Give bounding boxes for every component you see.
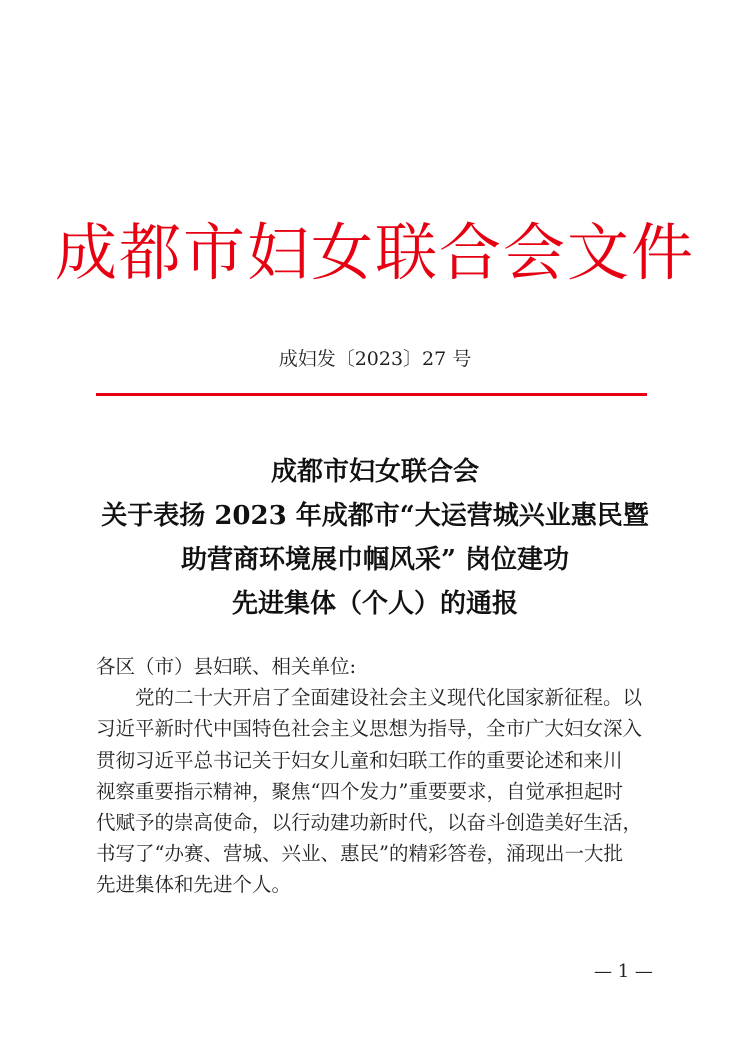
paragraph-line: 先进集体和先进个人。 xyxy=(96,873,292,897)
notice-title-line: 关于表扬 2023 年成都市“大运营城兴业惠民暨 xyxy=(101,501,649,531)
paragraph-line: 代赋予的崇高使命，以行动建功新时代，以奋斗创造美好生活， xyxy=(96,811,643,835)
page-number: — 1 — xyxy=(594,961,653,982)
document-header-title: 成都市妇女联合会文件 xyxy=(54,216,695,289)
red-divider-line xyxy=(96,393,647,396)
paragraph-line: 习近平新时代中国特色社会主义思想为指导，全市广大妇女深入 xyxy=(96,717,643,741)
document-number: 成妇发〔2023〕27 号 xyxy=(278,348,472,370)
paragraph-line: 书写了“办赛、营城、兴业、惠民”的精彩答卷，涌现出一大批 xyxy=(96,842,623,866)
salutation: 各区（市）县妇联、相关单位: xyxy=(96,655,357,678)
notice-title-line: 先进集体（个人）的通报 xyxy=(231,589,518,619)
paragraph-line: 贯彻习近平总书记关于妇女儿童和妇联工作的重要论述和来川 xyxy=(96,748,623,772)
paragraph-line: 党的二十大开启了全面建设社会主义现代化国家新征程。以 xyxy=(96,686,643,710)
notice-title-line: 助营商环境展巾帼风采” 岗位建功 xyxy=(180,545,569,575)
notice-title-line: 成都市妇女联合会 xyxy=(270,457,479,487)
notice-title xyxy=(60,450,690,626)
body-text xyxy=(96,651,656,901)
paragraph-line: 视察重要指示精神，聚焦“四个发力”重要要求，自觉承担起时 xyxy=(96,779,623,803)
